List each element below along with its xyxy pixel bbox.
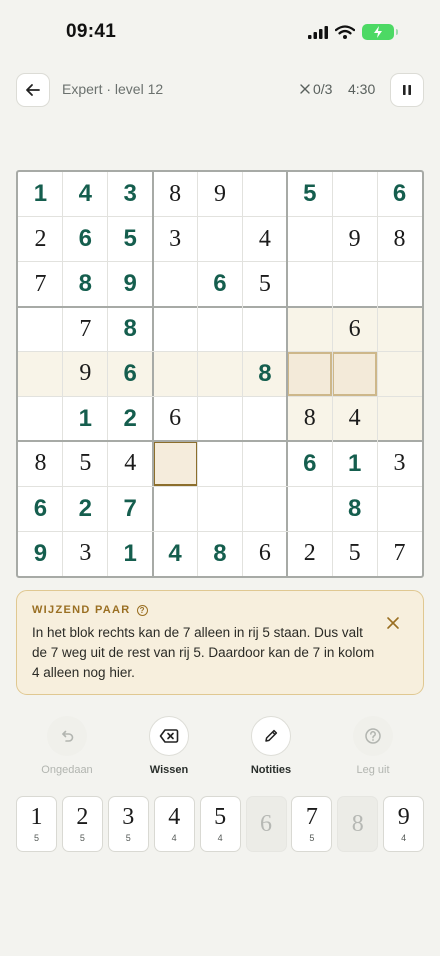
- cell-r4-c3[interactable]: 8: [123, 315, 137, 343]
- erase-button[interactable]: [129, 716, 209, 776]
- question-icon[interactable]: ?: [137, 605, 148, 616]
- cell-r5-c6[interactable]: 8: [242, 352, 287, 397]
- wifi-icon: [335, 25, 355, 39]
- cell-r9-c1[interactable]: 9: [33, 539, 48, 567]
- number-key-digit: 6: [260, 811, 272, 837]
- mistakes-value: 0/3: [313, 81, 333, 97]
- cell-r7-c6[interactable]: [242, 441, 287, 486]
- back-button[interactable]: [16, 73, 50, 107]
- cell-r1-c6[interactable]: [242, 172, 287, 217]
- cell-r2-c7[interactable]: [287, 217, 332, 262]
- cell-r3-c8[interactable]: [332, 262, 377, 307]
- explain-button[interactable]: [333, 716, 413, 776]
- grid-line: [107, 172, 108, 576]
- timer: 4:30: [348, 81, 376, 97]
- cell-r3-c1[interactable]: 7: [34, 270, 47, 297]
- cell-r7-c9[interactable]: 3: [393, 450, 406, 477]
- number-key-remaining: 5: [309, 833, 315, 843]
- cell-r4-c4[interactable]: [153, 307, 198, 352]
- number-key-digit: 5: [214, 804, 227, 830]
- number-key-remaining: 5: [125, 833, 131, 843]
- cell-r7-c4[interactable]: [153, 441, 198, 486]
- number-key-digit: 4: [168, 804, 181, 830]
- number-key-8[interactable]: [337, 796, 378, 852]
- cell-r3-c6[interactable]: 5: [258, 270, 271, 297]
- cell-r8-c3[interactable]: 7: [123, 494, 137, 522]
- grid-line: [18, 261, 422, 262]
- cell-r9-c9[interactable]: 7: [393, 540, 406, 567]
- number-key-digit: 3: [122, 804, 135, 830]
- undo-label: Ongedaan: [41, 764, 93, 776]
- signal-icon: [308, 26, 328, 39]
- explain-label: Leg uit: [356, 764, 390, 776]
- undo-button[interactable]: [27, 716, 107, 776]
- cell-r3-c4[interactable]: [153, 262, 198, 307]
- cell-r8-c2[interactable]: 2: [78, 494, 92, 522]
- cell-r2-c9[interactable]: 8: [393, 225, 406, 252]
- number-key-3[interactable]: [108, 796, 149, 852]
- cell-r8-c1[interactable]: 6: [33, 494, 48, 522]
- cell-r3-c3[interactable]: 9: [123, 270, 137, 298]
- number-key-4[interactable]: [154, 796, 195, 852]
- grid-line: [62, 172, 63, 576]
- grid-line: [286, 172, 288, 576]
- notes-button[interactable]: [231, 716, 311, 776]
- cell-r8-c4[interactable]: [153, 486, 198, 531]
- sudoku-board: [16, 170, 424, 578]
- cell-r6-c1[interactable]: [18, 396, 63, 441]
- cell-r6-c2[interactable]: 1: [78, 404, 92, 432]
- mistakes-counter: [300, 81, 332, 97]
- arrow-left-icon: [25, 82, 41, 98]
- grid-line: [18, 396, 422, 397]
- close-icon: [300, 84, 310, 94]
- cell-r9-c6[interactable]: 6: [258, 540, 271, 567]
- number-key-6[interactable]: [246, 796, 287, 852]
- cell-r4-c1[interactable]: [18, 307, 63, 352]
- grid-line: [18, 306, 422, 308]
- notes-label: Notities: [250, 764, 292, 776]
- cell-r6-c8[interactable]: 4: [332, 396, 377, 441]
- grid-line: [18, 440, 422, 442]
- grid-line: [18, 216, 422, 217]
- level-label: Expert · level 12: [62, 81, 164, 97]
- cell-r7-c7[interactable]: 6: [303, 449, 317, 477]
- cell-r9-c7[interactable]: 2: [303, 540, 316, 567]
- cell-r2-c5[interactable]: [198, 217, 243, 262]
- cell-r1-c1[interactable]: 1: [33, 180, 48, 208]
- number-key-1[interactable]: [16, 796, 57, 852]
- cell-r4-c7[interactable]: [287, 307, 332, 352]
- number-key-digit: 7: [305, 804, 318, 830]
- cell-r8-c7[interactable]: [287, 486, 332, 531]
- cell-r5-c2[interactable]: 9: [63, 352, 108, 397]
- undo-icon: [47, 716, 87, 756]
- close-hint-icon[interactable]: [385, 615, 401, 631]
- cell-r1-c4[interactable]: 8: [169, 180, 182, 207]
- number-key-remaining: 5: [33, 833, 39, 843]
- cell-r1-c3[interactable]: 3: [123, 180, 137, 208]
- hint-card: [16, 590, 424, 695]
- cell-r2-c6[interactable]: 4: [258, 225, 271, 252]
- number-key-remaining: 4: [171, 833, 177, 843]
- help-icon: [353, 716, 393, 756]
- number-key-2[interactable]: [62, 796, 103, 852]
- hint-title-text: WIJZEND PAAR: [32, 604, 131, 616]
- grid-line: [18, 531, 422, 532]
- cell-r8-c9[interactable]: [377, 486, 422, 531]
- number-key-remaining: 5: [79, 833, 85, 843]
- cell-r6-c3[interactable]: 2: [123, 404, 137, 432]
- pause-icon: [401, 84, 413, 96]
- cell-r2-c3[interactable]: 5: [123, 225, 137, 253]
- number-key-7[interactable]: [291, 796, 332, 852]
- grid-line: [152, 172, 154, 576]
- status-icons: [308, 24, 394, 40]
- cell-r5-c7[interactable]: [287, 352, 332, 397]
- battery-icon: [362, 24, 394, 40]
- cell-r2-c1[interactable]: 2: [34, 225, 47, 252]
- cell-r6-c6[interactable]: [242, 396, 287, 441]
- cell-r9-c2[interactable]: 3: [79, 540, 92, 567]
- cell-r5-c5[interactable]: [198, 352, 243, 397]
- number-key-remaining: 4: [217, 833, 223, 843]
- cell-r8-c5[interactable]: [198, 486, 243, 531]
- grid-line: [18, 486, 422, 487]
- cell-r5-c9[interactable]: [377, 352, 422, 397]
- grid-line: [242, 172, 243, 576]
- cell-r3-c2[interactable]: 8: [78, 270, 92, 298]
- hint-title: [32, 604, 148, 616]
- cell-r7-c8[interactable]: 1: [347, 449, 362, 477]
- cell-r4-c5[interactable]: [198, 307, 243, 352]
- cell-r3-c9[interactable]: [377, 262, 422, 307]
- cell-r5-c1[interactable]: [18, 352, 63, 397]
- number-key-9[interactable]: [383, 796, 424, 852]
- cell-r3-c7[interactable]: [287, 262, 332, 307]
- cell-r6-c5[interactable]: [198, 396, 243, 441]
- cell-r1-c8[interactable]: [332, 172, 377, 217]
- pencil-icon: [251, 716, 291, 756]
- cell-r7-c2[interactable]: 5: [79, 450, 92, 477]
- cell-r2-c2[interactable]: 6: [78, 225, 92, 253]
- cell-r2-c4[interactable]: 3: [169, 225, 182, 252]
- cell-r1-c5[interactable]: 9: [213, 180, 226, 207]
- cell-r5-c3[interactable]: 6: [108, 352, 153, 397]
- status-time: 09:41: [66, 21, 117, 42]
- cell-r4-c8[interactable]: 6: [332, 307, 377, 352]
- cell-r9-c5[interactable]: 8: [213, 539, 227, 567]
- cell-r4-c9[interactable]: [377, 307, 422, 352]
- cell-r7-c3[interactable]: 4: [124, 450, 137, 477]
- grid-line: [332, 172, 333, 576]
- cell-r8-c8[interactable]: 8: [347, 494, 362, 522]
- grid-line: [18, 351, 422, 352]
- cell-r4-c2[interactable]: 7: [79, 315, 92, 342]
- cell-r1-c9[interactable]: 6: [392, 180, 407, 208]
- cell-r3-c5[interactable]: 6: [213, 270, 227, 298]
- cell-r7-c5[interactable]: [198, 441, 243, 486]
- status-bar: [0, 0, 440, 64]
- cell-r5-c4[interactable]: [153, 352, 198, 397]
- grid-line: [377, 172, 378, 576]
- number-key-digit: 1: [30, 804, 43, 830]
- cell-r9-c8[interactable]: 5: [348, 540, 361, 567]
- cell-r6-c7[interactable]: 8: [287, 396, 332, 441]
- cell-r5-c8[interactable]: [332, 352, 377, 397]
- cell-r1-c7[interactable]: 5: [303, 180, 317, 208]
- number-key-remaining: 4: [401, 833, 407, 843]
- number-key-5[interactable]: [200, 796, 241, 852]
- erase-icon: [149, 716, 189, 756]
- number-key-digit: 9: [397, 804, 410, 830]
- pause-button[interactable]: [390, 73, 424, 107]
- cell-r6-c9[interactable]: [377, 396, 422, 441]
- cell-r9-c4[interactable]: 4: [168, 539, 182, 567]
- cell-r6-c4[interactable]: 6: [169, 405, 182, 432]
- cell-r8-c6[interactable]: [242, 486, 287, 531]
- cell-r7-c1[interactable]: 8: [34, 450, 47, 477]
- cell-r4-c6[interactable]: [242, 307, 287, 352]
- number-key-digit: 8: [351, 811, 364, 837]
- erase-label: Wissen: [149, 764, 189, 776]
- cell-r1-c2[interactable]: 4: [78, 180, 92, 208]
- cell-r2-c8[interactable]: 9: [348, 225, 361, 252]
- number-key-digit: 2: [76, 804, 89, 830]
- cell-r9-c3[interactable]: 1: [123, 539, 137, 567]
- grid-line: [197, 172, 198, 576]
- hint-text: In het blok rechts kan de 7 alleen in rij 5 staan. Dus valt de 7 weg uit de rest van rij 5. Daardoor kan de 7 in kolom 4 alleen nog hier.: [32, 625, 375, 680]
